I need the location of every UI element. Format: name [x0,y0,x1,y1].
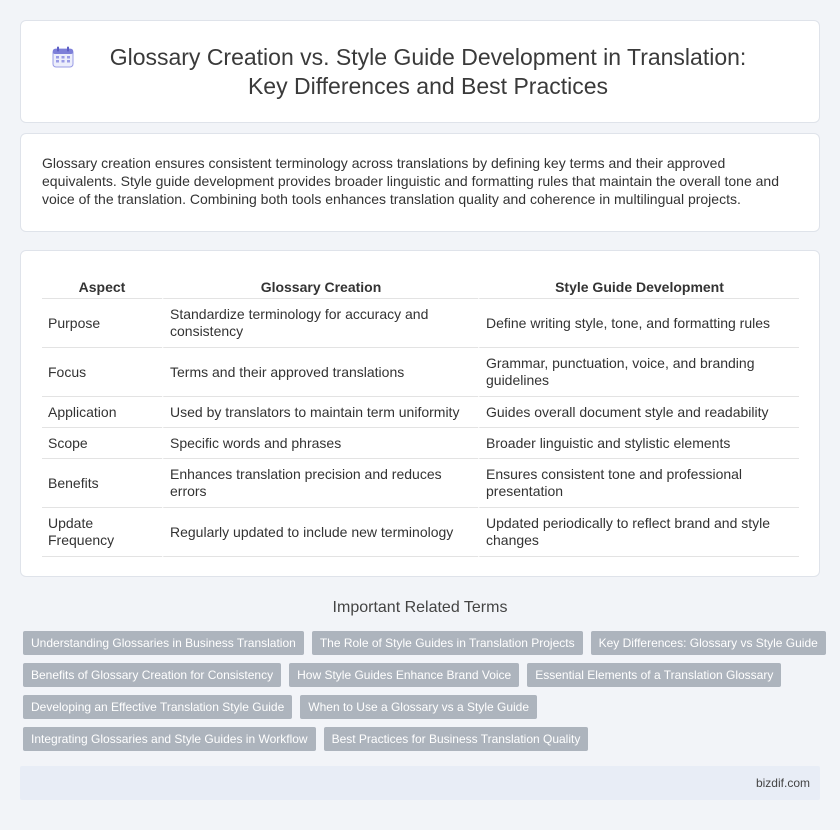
table-header-row [42,276,799,299]
table-row [42,397,799,428]
table-row [42,459,799,508]
page-title: Glossary Creation vs. Style Guide Development in Translation: Key Differences and Best Practices [109,43,747,99]
cell-aspect: Application [42,397,162,428]
related-tag[interactable]: The Role of Style Guides in Translation Projects [312,631,583,655]
related-tag[interactable]: Essential Elements of a Translation Glossary [527,663,781,687]
table-row [42,299,799,348]
cell-aspect: Focus [42,348,162,397]
cell-style-guide: Define writing style, tone, and formatting rules [478,299,799,348]
cell-aspect: Update Frequency [42,508,162,557]
related-tag[interactable]: Key Differences: Glossary vs Style Guide [591,631,826,655]
related-tag[interactable]: Understanding Glossaries in Business Translation [23,631,304,655]
cell-glossary: Terms and their approved translations [162,348,478,397]
header-aspect: Aspect [42,276,162,299]
footer [20,766,820,800]
cell-glossary: Specific words and phrases [162,428,478,459]
cell-aspect: Benefits [42,459,162,508]
intro-paragraph: Glossary creation ensures consistent terminology across translations by defining key terms and their approved equivalents. Style guide development provides broader linguistic and formatting rules that maintain the overall tone and voice of the translation. Combining both tools enhances translation quality and coherence in multilingual projects. [42,155,779,207]
related-terms-title: Important Related Terms [332,599,508,616]
calendar-icon [51,45,75,69]
cell-style-guide: Ensures consistent tone and professional presentation [478,459,799,508]
cell-style-guide: Broader linguistic and stylistic elements [478,428,799,459]
related-tag[interactable]: Developing an Effective Translation Style Guide [23,695,292,719]
cell-style-guide: Grammar, punctuation, voice, and branding guidelines [478,348,799,397]
related-tag[interactable]: Best Practices for Business Translation Quality [324,727,589,751]
cell-aspect: Scope [42,428,162,459]
related-tag[interactable]: How Style Guides Enhance Brand Voice [289,663,519,687]
related-tag[interactable]: Integrating Glossaries and Style Guides in Workflow [23,727,316,751]
cell-style-guide: Updated periodically to reflect brand and style changes [478,508,799,557]
footer-site-link[interactable]: bizdif.com [755,776,810,790]
cell-glossary: Used by translators to maintain term uniformity [162,397,478,428]
cell-aspect: Purpose [42,299,162,348]
comparison-table [42,276,799,557]
related-tag[interactable]: Benefits of Glossary Creation for Consistency [23,663,281,687]
related-tag[interactable]: When to Use a Glossary vs a Style Guide [300,695,537,719]
table-row [42,508,799,557]
header-style-guide-development: Style Guide Development [478,276,799,299]
table-row [42,428,799,459]
cell-style-guide: Guides overall document style and readability [478,397,799,428]
cell-glossary: Regularly updated to include new terminology [162,508,478,557]
header-card [20,20,820,123]
header-glossary-creation: Glossary Creation [162,276,478,299]
table-row [42,348,799,397]
cell-glossary: Standardize terminology for accuracy and consistency [162,299,478,348]
intro-card [20,133,820,232]
cell-glossary: Enhances translation precision and reduces errors [162,459,478,508]
comparison-card [20,250,820,577]
related-terms-list [23,631,823,759]
